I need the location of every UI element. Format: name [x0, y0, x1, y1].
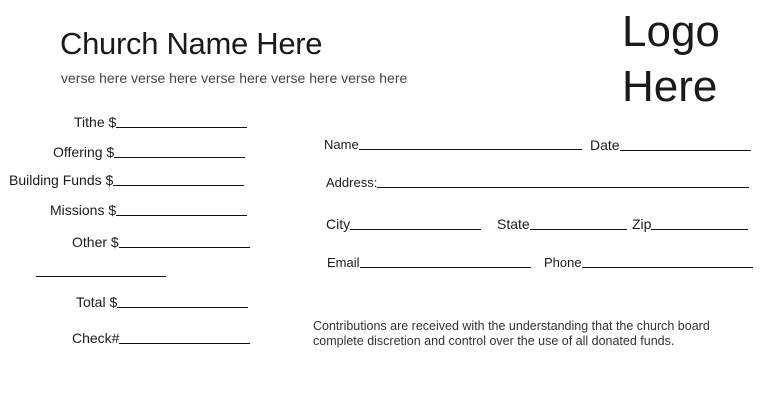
- phone-field[interactable]: [544, 255, 753, 270]
- name-label: Name: [324, 137, 359, 152]
- logo-line-2: Here: [622, 62, 718, 111]
- tithe-field[interactable]: [74, 114, 247, 130]
- subtotal-line: [36, 276, 166, 277]
- city-field[interactable]: [326, 216, 481, 232]
- email-field[interactable]: [327, 255, 531, 270]
- missions-label: Missions $: [50, 202, 117, 218]
- tithe-label: Tithe $: [74, 114, 117, 130]
- building-funds-field[interactable]: [9, 172, 244, 188]
- city-label: City: [326, 216, 351, 232]
- verse-text: verse here verse here verse here verse here verse here: [61, 70, 408, 86]
- email-label: Email: [327, 255, 360, 270]
- date-label: Date: [590, 137, 620, 153]
- offering-line: [114, 156, 245, 158]
- total-field[interactable]: [76, 294, 248, 310]
- date-line: [620, 149, 751, 151]
- other-line: [119, 246, 250, 248]
- date-field[interactable]: [590, 137, 751, 153]
- missions-field[interactable]: [50, 202, 247, 218]
- address-line: [377, 186, 749, 188]
- check-number-line: [119, 342, 250, 344]
- zip-line: [651, 228, 748, 230]
- offering-label: Offering $: [53, 144, 115, 160]
- check-number-field[interactable]: [72, 330, 250, 346]
- tithe-line: [116, 126, 247, 128]
- state-field[interactable]: [497, 216, 627, 232]
- building-funds-label: Building Funds $: [9, 172, 114, 188]
- disclaimer-line-1: Contributions are received with the understanding that the church board: [313, 319, 710, 333]
- name-line: [359, 148, 582, 150]
- contribution-disclaimer: [313, 319, 710, 349]
- zip-field[interactable]: [632, 216, 748, 232]
- logo-line-1: Logo: [622, 7, 720, 56]
- city-line: [350, 228, 481, 230]
- address-field[interactable]: [326, 175, 749, 190]
- total-line: [117, 306, 248, 308]
- church-name: Church Name Here: [60, 26, 323, 61]
- disclaimer-line-2: complete discretion and control over the use of all donated funds.: [313, 334, 675, 348]
- email-line: [360, 266, 531, 268]
- offering-field[interactable]: [53, 144, 245, 160]
- state-line: [530, 228, 627, 230]
- total-label: Total $: [76, 294, 118, 310]
- check-number-label: Check#: [72, 330, 120, 346]
- other-label: Other $: [72, 234, 119, 250]
- name-field[interactable]: [324, 137, 582, 152]
- missions-line: [116, 214, 247, 216]
- building-funds-line: [113, 184, 244, 186]
- zip-label: Zip: [632, 216, 652, 232]
- logo-placeholder: [622, 4, 720, 114]
- address-label: Address:: [326, 175, 378, 190]
- state-label: State: [497, 216, 530, 232]
- other-field[interactable]: [72, 234, 250, 250]
- phone-label: Phone: [544, 255, 582, 270]
- phone-line: [582, 266, 753, 268]
